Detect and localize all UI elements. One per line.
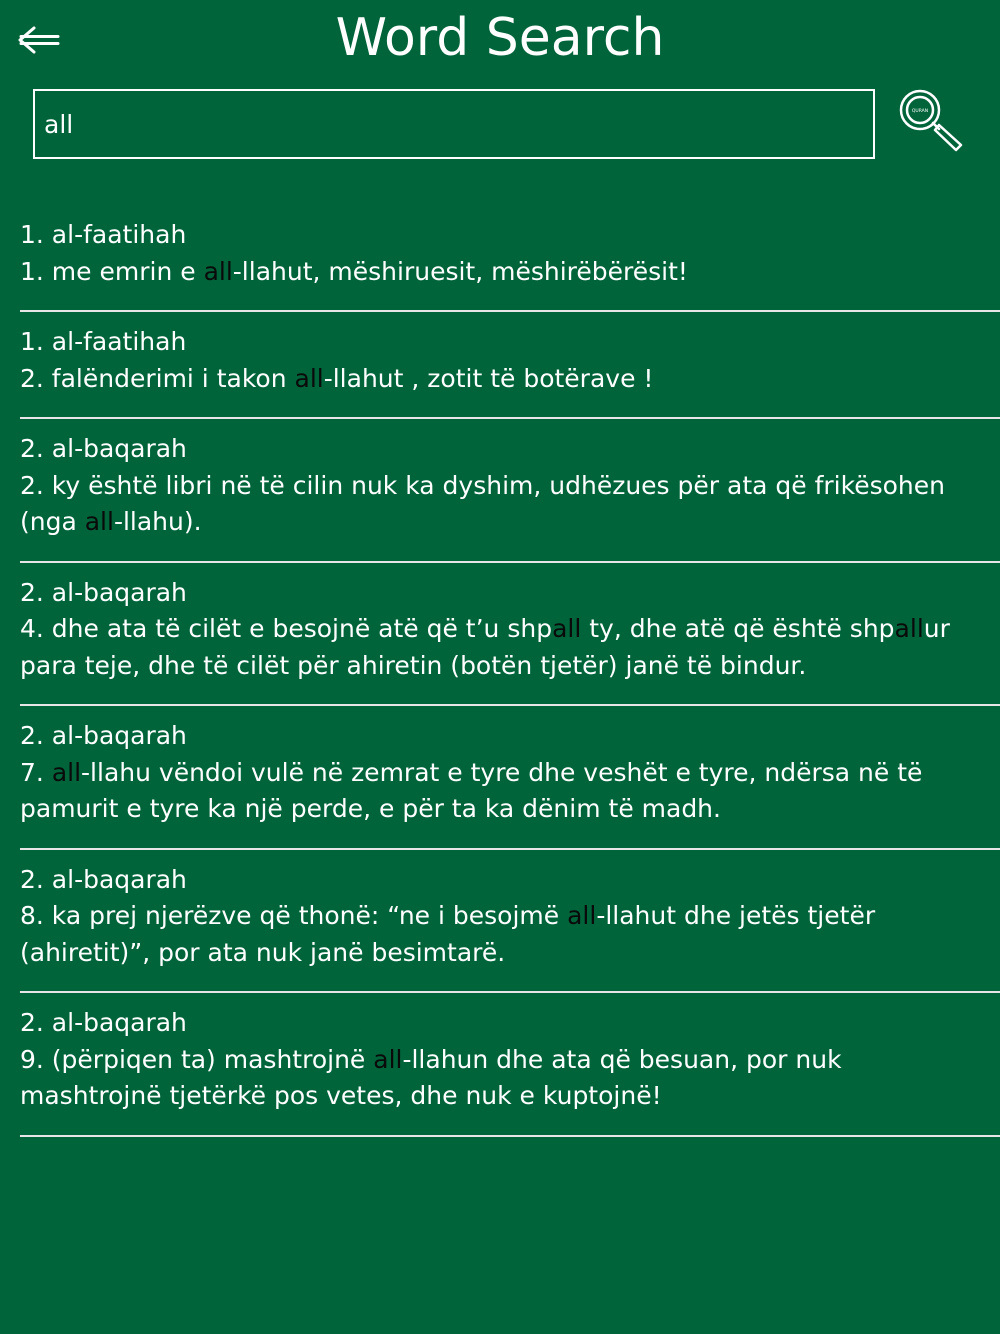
- result-surah: 2. al-baqarah: [20, 1008, 187, 1037]
- result-verse: [20, 361, 980, 398]
- result-item[interactable]: [20, 419, 1000, 563]
- verse-text: 2. falënderimi i takon: [20, 363, 295, 393]
- verse-text: ur para teje, dhe të cilët për ahiretin (botën tjetër) janë të bindur.: [20, 614, 950, 680]
- result-surah: 1. al-faatihah: [20, 220, 187, 249]
- result-item[interactable]: [20, 706, 1000, 850]
- verse-text: -llahut dhe jetës tjetër (ahiretit)”, por ata nuk janë besimtarë.: [20, 901, 876, 967]
- verse-text: 9. (përpiqen ta) mashtrojnë: [20, 1044, 374, 1074]
- result-verse: [20, 468, 980, 541]
- match-highlight: all: [894, 614, 924, 643]
- result-surah: 2. al-baqarah: [20, 434, 187, 463]
- verse-text: 2. ky është libri në të cilin nuk ka dyshim, udhëzues për ata që frikësohen (nga: [20, 470, 945, 536]
- result-item[interactable]: [20, 312, 1000, 419]
- verse-text: -llahut, mëshiruesit, mëshirëbërësit!: [232, 256, 688, 286]
- verse-text: -llahut , zotit të botërave !: [323, 363, 654, 393]
- match-highlight: all: [84, 507, 114, 536]
- header-bar: [0, 0, 1000, 80]
- result-verse: [20, 755, 980, 828]
- result-item[interactable]: [20, 850, 1000, 994]
- verse-text: -llahu vëndoi vulë në zemrat e tyre dhe veshët e tyre, ndërsa në të pamurit e tyre ka një perde, e për ta ka dënim të madh.: [20, 757, 923, 823]
- result-item[interactable]: [20, 205, 1000, 312]
- result-surah: 2. al-baqarah: [20, 864, 187, 894]
- verse-text: 1. me emrin e: [20, 256, 204, 286]
- result-verse: [20, 1042, 980, 1115]
- match-highlight: all: [294, 363, 324, 393]
- quran-magnifier-icon: [896, 88, 968, 160]
- search-button[interactable]: [896, 88, 968, 160]
- result-verse: [20, 611, 980, 684]
- results-list: [0, 205, 1000, 1137]
- verse-text: 8. ka prej njerëzve që thonë: “ne i besojmë: [20, 901, 568, 930]
- verse-text: -llahu).: [113, 507, 202, 536]
- result-verse: [20, 254, 980, 291]
- result-surah: 2. al-baqarah: [20, 577, 187, 607]
- result-surah: 1. al-faatihah: [20, 327, 187, 356]
- match-highlight: all: [51, 757, 82, 787]
- match-highlight: all: [552, 614, 582, 643]
- verse-text: ty, dhe atë që është shp: [581, 614, 895, 643]
- match-highlight: all: [203, 256, 233, 286]
- verse-text: -llahun dhe ata që besuan, por nuk mashtrojnë tjetërkë pos vetes, dhe nuk e kuptojnë!: [20, 1044, 842, 1110]
- match-highlight: all: [567, 901, 597, 930]
- result-item[interactable]: [20, 563, 1000, 707]
- match-highlight: all: [373, 1044, 403, 1074]
- result-item[interactable]: [20, 993, 1000, 1137]
- search-input[interactable]: [33, 89, 875, 159]
- verse-text: 7.: [20, 757, 52, 787]
- result-surah: 2. al-baqarah: [20, 721, 187, 750]
- result-verse: [20, 898, 980, 971]
- verse-text: 4. dhe ata të cilët e besojnë atë që t’u shp: [20, 614, 553, 643]
- page-title: Word Search: [335, 8, 665, 68]
- lens-letters: QURAN: [911, 109, 929, 114]
